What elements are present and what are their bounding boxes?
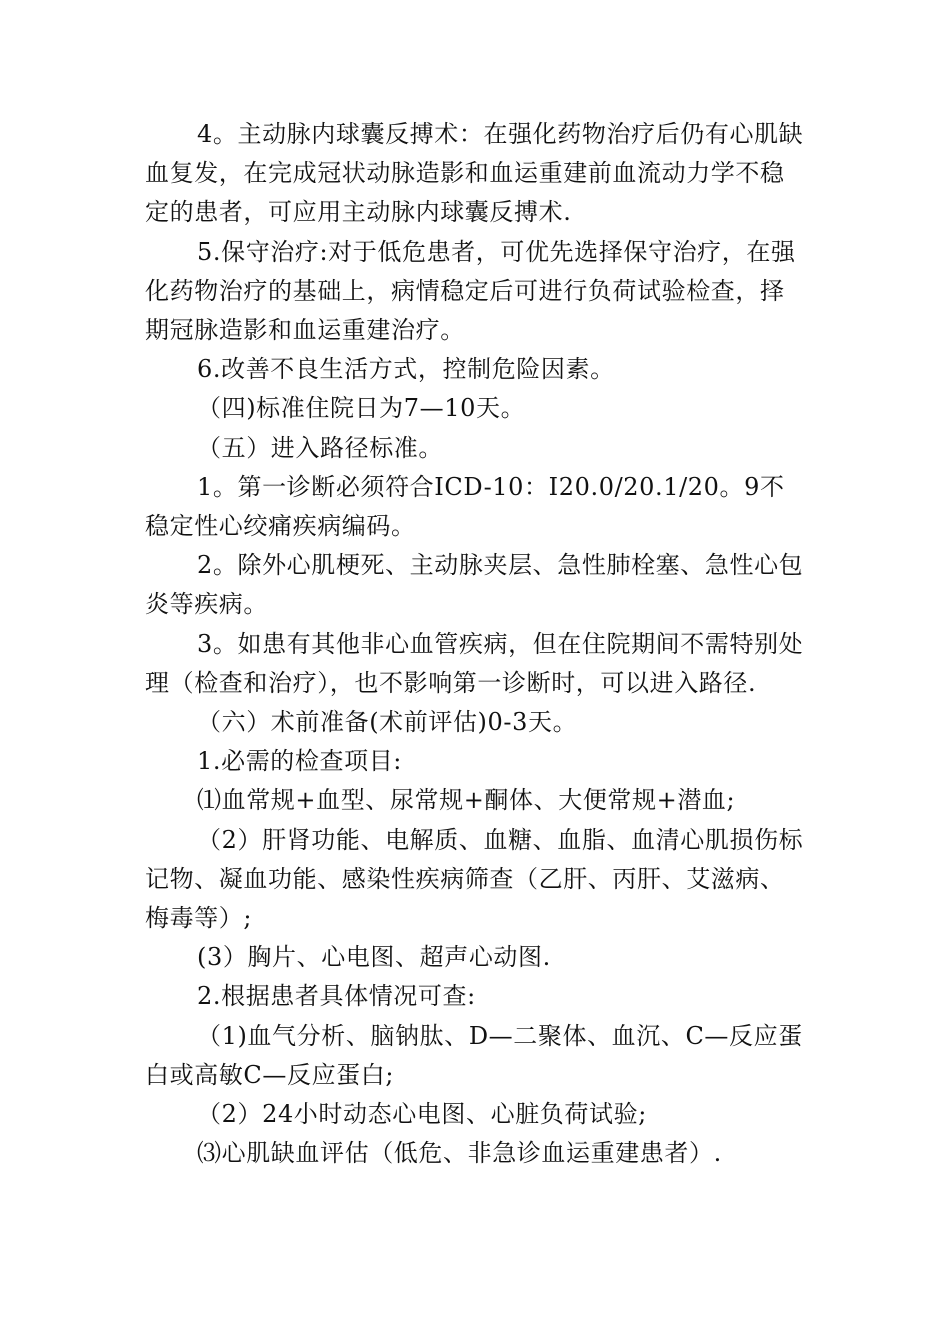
- paragraph-comorbidities: 3。如患有其他非心血管疾病，但在住院期间不需特别处理（检查和治疗），也不影响第一诊断时，可以进入路径.: [145, 629, 804, 697]
- paragraph-conservative-treatment: 5.保守治疗:对于低危患者，可优先选择保守治疗，在强化药物治疗的基础上，病情稳定后可进行负荷试验检查，择期冠脉造影和血运重建治疗。: [145, 237, 796, 345]
- heading-pathway-criteria: （五）进入路径标准。: [197, 433, 443, 462]
- list-item-blood-routine: ⑴血常规+血型、尿常规+酮体、大便常规+潜血;: [197, 786, 736, 815]
- list-item-chest-xray: (3）胸片、心电图、超声心动图.: [197, 943, 551, 972]
- list-item-holter: （2）24小时动态心电图、心脏负荷试验;: [197, 1100, 647, 1129]
- list-item-liver-kidney-function: （2）肝肾功能、电解质、血糖、血脂、血清心肌损伤标记物、凝血功能、感染性疾病筛查（乙肝、丙肝、艾滋病、梅毒等）;: [145, 825, 804, 933]
- paragraph-optional-tests: 2.根据患者具体情况可查:: [197, 982, 476, 1011]
- paragraph-exclusions: 2。除外心肌梗死、主动脉夹层、急性肺栓塞、急性心包炎等疾病。: [145, 551, 804, 619]
- list-item-ischemia-evaluation: ⑶心肌缺血评估（低危、非急诊血运重建患者）.: [197, 1139, 722, 1168]
- paragraph-lifestyle: 6.改善不良生活方式，控制危险因素。: [197, 355, 615, 384]
- list-item-blood-gas: （1)血气分析、脑钠肽、D—二聚体、血沉、C—反应蛋白或高敏C—反应蛋白;: [145, 1021, 803, 1089]
- paragraph-first-diagnosis: 1。第一诊断必须符合ICD-10：I20.0/20.1/20。9不稳定性心绞痛疾病编码。: [145, 472, 785, 541]
- heading-preoperative-preparation: （六）术前准备(术前评估)0-3天。: [197, 708, 578, 737]
- heading-hospital-stay: （四)标准住院日为7—10天。: [197, 394, 526, 423]
- paragraph-required-tests: 1.必需的检查项目:: [197, 747, 402, 776]
- paragraph-iabp: 4。主动脉内球囊反搏术：在强化药物治疗后仍有心肌缺血复发，在完成冠状动脉造影和血运重建前血流动力学不稳定的患者，可应用主动脉内球囊反搏术.: [145, 120, 804, 227]
